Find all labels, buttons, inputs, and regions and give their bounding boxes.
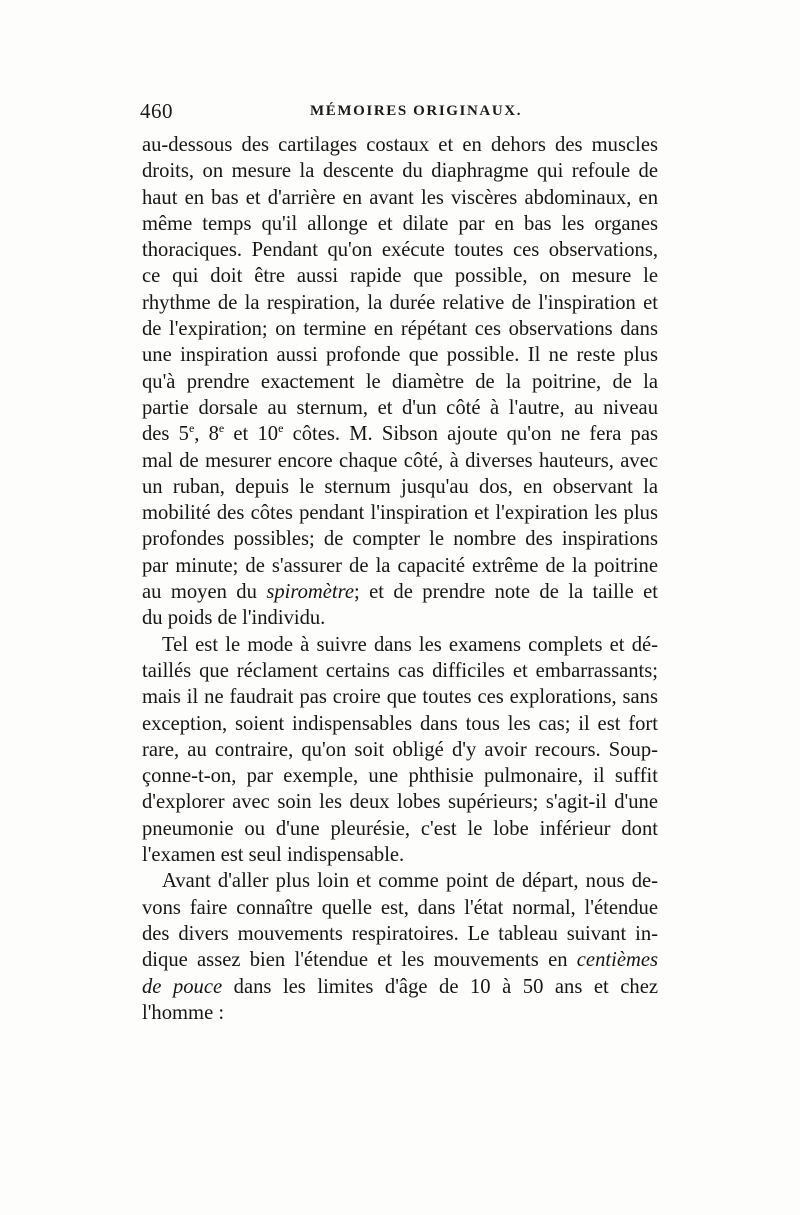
text-line: ce qui doit être aussi rapide que possible, on mesure le (142, 265, 658, 288)
text-line: qu'à prendre exactement le diamètre de la poitrine, de la (142, 370, 658, 393)
text-line: pneumonie ou d'une pleurésie, c'est le lobe inférieur dont (142, 817, 658, 840)
text-line: par minute; de s'assurer de la capacité extrême de la poitrine (142, 554, 658, 577)
text-line-with-superscripts (142, 421, 658, 447)
text-line: partie dorsale au sternum, et d'un côté à l'autre, au niveau (142, 396, 658, 419)
text-line: Avant d'aller plus loin et comme point de départ, nous de- (162, 870, 658, 893)
body-text (142, 132, 658, 1026)
superscript: e (218, 421, 225, 436)
text-line: thoraciques. Pendant qu'on exécute toutes ces observations, (142, 239, 658, 262)
italic-term: spiromètre (266, 581, 355, 604)
text-line: du poids de l'individu. (142, 607, 326, 630)
text-line: rhythme de la respiration, la durée relative de l'inspiration et (142, 291, 658, 314)
superscript: e (188, 421, 195, 436)
text-run: et 10 (224, 423, 279, 446)
running-title: MÉMOIRES ORIGINAUX. (310, 103, 523, 119)
text-run: dans les limites d'âge de 10 à 50 ans et chez (222, 975, 658, 998)
superscript: e (278, 421, 284, 436)
text-line: mal de mesurer encore chaque côté, à diverses hauteurs, avec (142, 449, 658, 472)
text-line: des divers mouvements respiratoires. Le tableau suivant in- (142, 922, 658, 945)
text-line: rare, au contraire, qu'on soit obligé d'y avoir recours. Soup- (142, 738, 658, 761)
text-line: profondes possibles; de compter le nombre des inspirations (142, 528, 658, 551)
text-line: droits, on mesure la descente du diaphragme qui refoule de (142, 160, 658, 183)
text-line: une inspiration aussi profonde que possible. Il ne reste plus (142, 344, 658, 367)
text-line: un ruban, depuis le sternum jusqu'au dos, en observant la (142, 475, 658, 498)
page-number: 460 (140, 99, 173, 123)
text-line: haut en bas et d'arrière en avant les viscères abdominaux, en (142, 186, 658, 209)
text-line: même temps qu'il allonge et dilate par en bas les organes (142, 212, 658, 235)
text-line: exception, soient indispensables dans tous les cas; il est fort (142, 712, 658, 735)
text-line: d'explorer avec soin les deux lobes supérieurs; s'agit-il d'une (142, 791, 658, 814)
text-line: mais il ne faudrait pas croire que toutes ces explorations, sans (142, 686, 658, 709)
text-line: l'homme : (142, 1001, 225, 1024)
text-line: taillés que réclament certains cas difficiles et embarrassants; (142, 659, 658, 682)
italic-term: centièmes (576, 949, 658, 972)
text-run: côtes. M. Sibson ajoute qu'on ne fera pas (283, 423, 658, 446)
text-line: de l'expiration; on termine en répétant ces observations dans (142, 318, 658, 341)
text-run: ; et de prendre note de la taille et (354, 581, 658, 604)
page-header (140, 99, 660, 129)
text-line: l'examen est seul indispensable. (142, 844, 405, 867)
text-run: , 8 (194, 423, 219, 446)
text-line: au-dessous des cartilages costaux et en dehors des muscles (142, 134, 658, 156)
text-run: des 5 (142, 423, 189, 446)
text-run: dique assez bien l'étendue et les mouvements en (142, 949, 577, 972)
text-line: mobilité des côtes pendant l'inspiration et l'expiration les plus (142, 502, 658, 525)
text-line-with-italic (142, 974, 658, 1000)
text-line: çonne-t-on, par exemple, une phthisie pulmonaire, il suffit (142, 765, 658, 788)
text-line-with-italic (142, 947, 658, 973)
text-line: vons faire connaître quelle est, dans l'état normal, l'étendue (142, 896, 658, 919)
text-line-with-italic (142, 579, 658, 605)
text-run: au moyen du (142, 581, 267, 604)
italic-term: de pouce (142, 975, 223, 998)
text-line: Tel est le mode à suivre dans les examens complets et dé- (162, 633, 658, 656)
